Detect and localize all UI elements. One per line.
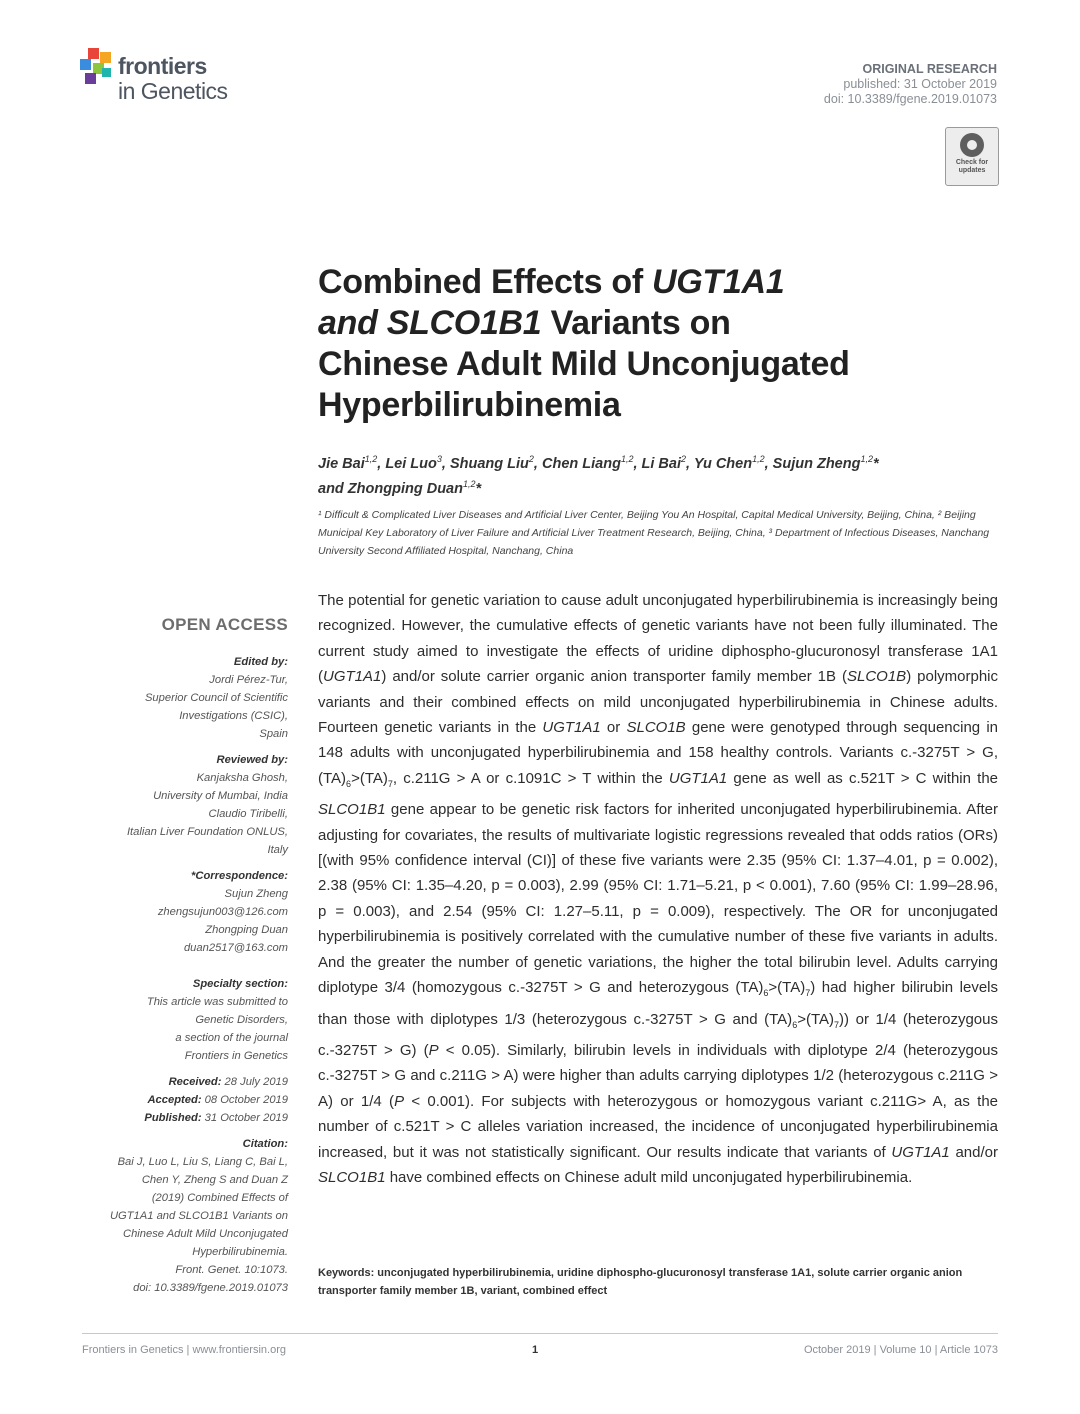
author[interactable]: and Zhongping Duan$^{1,2}$ xyxy=(318,478,476,497)
article-type: ORIGINAL RESEARCH xyxy=(862,62,997,76)
reviewer-line: Kanjaksha Ghosh, xyxy=(196,772,288,784)
citation-block xyxy=(90,1135,288,1297)
journal-logo xyxy=(80,46,250,108)
author[interactable]: Li Bai$^2$ xyxy=(641,454,687,472)
correspondence-email[interactable]: zhengsujun003@126.com xyxy=(157,906,288,918)
received-date: Received: 28 July 2019 xyxy=(168,1076,288,1088)
correspondence-name: Zhongping Duan xyxy=(205,924,288,936)
specialty-line: a section of the journal xyxy=(175,1032,288,1044)
logo-text-frontiers: frontiers xyxy=(118,53,207,79)
reviewed-by-block xyxy=(90,751,288,859)
reviewer-line: Claudio Tiribelli, xyxy=(208,808,288,820)
editor-line: Investigations (CSIC), xyxy=(179,710,288,722)
citation-line: Chen Y, Zheng S and Duan Z xyxy=(141,1174,288,1186)
citation-line: Front. Genet. 10:1073. xyxy=(175,1264,288,1276)
citation-line: UGT1A1 and SLCO1B1 Variants on xyxy=(109,1210,288,1222)
citation-line: Bai J, Luo L, Liu S, Liang C, Bai L, xyxy=(117,1156,288,1168)
citation-line: Chinese Adult Mild Unconjugated xyxy=(122,1228,288,1240)
citation-doi[interactable]: doi: 10.3389/fgene.2019.01073 xyxy=(133,1282,288,1294)
reviewer-line: Italy xyxy=(267,844,288,856)
editor-line: Jordi Pérez-Tur, xyxy=(209,674,288,686)
article-title: Combined Effects of UGT1A1 and SLCO1B1 Variants on Chinese Adult Mild Unconjugated Hyperbilirubinemia xyxy=(318,263,850,424)
published-date: published: 31 October 2019 xyxy=(843,77,997,91)
accepted-date: Accepted: 08 October 2019 xyxy=(147,1094,288,1106)
correspondence-email[interactable]: duan2517@163.com xyxy=(183,942,288,954)
editor-line: Superior Council of Scientific xyxy=(144,692,288,704)
published-date-side: Published: 31 October 2019 xyxy=(144,1112,288,1124)
check-for-updates-button[interactable] xyxy=(945,127,999,186)
reviewed-by-label: Reviewed by: xyxy=(216,754,288,766)
author[interactable]: Jie Bai$^{1,2}$ xyxy=(318,454,378,472)
check-updates-label: Check for updates xyxy=(955,159,989,174)
reviewer-line: University of Mumbai, India xyxy=(153,790,288,802)
citation-label: Citation: xyxy=(242,1138,288,1150)
affiliations: ¹ Difficult & Complicated Liver Diseases and Artificial Liver Center, Beijing You An Hospital, Capital Medical University, Beijing, China, ² Beijing Municipal Key Laboratory of Liver Failure and Artificial Liver Treatment Research, Beijing, China, ³ Department of Infectious Diseases, Nanchang University Second Affiliated Hospital, Nanchang, China xyxy=(318,509,990,557)
citation-line: (2019) Combined Effects of xyxy=(151,1192,288,1204)
specialty-section-label: Specialty section: xyxy=(192,978,288,990)
author-list: Jie Bai$^{1,2}$, Lei Luo$^3$, Shuang Liu$^2$, Chen Liang$^{1,2}$, Li Bai$^2$, Yu Chen$^{1,2}$, Sujun Zheng$^{1,2}$* and Zhongping Duan$^{1,2}$* xyxy=(318,454,879,497)
author[interactable]: Shuang Liu$^2$ xyxy=(449,454,534,472)
citation-line: Hyperbilirubinemia. xyxy=(192,1246,288,1258)
doi[interactable]: doi: 10.3389/fgene.2019.01073 xyxy=(823,92,997,106)
check-updates-icon xyxy=(960,133,984,157)
correspondence-label: *Correspondence: xyxy=(191,870,288,882)
correspondence-name: Sujun Zheng xyxy=(224,888,288,900)
edited-by-label: Edited by: xyxy=(233,656,288,668)
correspondence-block xyxy=(90,867,288,957)
author[interactable]: Lei Luo$^3$ xyxy=(385,454,442,472)
dates-block xyxy=(90,1073,288,1127)
specialty-line: This article was submitted to xyxy=(146,996,288,1008)
page-number: 1 xyxy=(532,1344,539,1356)
frontiers-logo-icon xyxy=(80,48,116,88)
edited-by-block xyxy=(90,653,288,743)
footer-journal-link[interactable]: Frontiers in Genetics | www.frontiersin.org xyxy=(82,1344,286,1356)
specialty-line: Genetic Disorders, xyxy=(195,1014,288,1026)
reviewer-line: Italian Liver Foundation ONLUS, xyxy=(126,826,288,838)
author[interactable]: Yu Chen$^{1,2}$ xyxy=(693,454,765,472)
specialty-section-block xyxy=(90,975,288,1065)
author[interactable]: Chen Liang$^{1,2}$ xyxy=(541,454,634,472)
footer-divider xyxy=(82,1333,998,1334)
keywords: Keywords: unconjugated hyperbilirubinemia, uridine diphospho-glucuronosyl transferase 1A1, solute carrier organic anion transporter family member 1B, variant, combined effect xyxy=(318,1267,963,1297)
abstract-text: The potential for genetic variation to cause adult unconjugated hyperbilirubinemia is increasingly being recognized. However, the cumulative effects of genetic variants have not been fully illuminated. The current study aimed to investigate the effects of uridine diphospho-glucuronosyl transferase 1A1 (UGT1A1) and/or solute carrier organic anion transporter family member 1B (SLCO1B) polymorphic variants and their combined effects on mild unconjugated hyperbilirubinemia in Chinese adults. Fourteen genetic variants in the UGT1A1 or SLCO1B gene were genotyped through sequencing in 148 adults with unconjugated hyperbilirubinemia and 158 healthy controls. Variants c.-3275T > G, $(TA)_6>(TA)_7$, c.211G > A or c.1091C > T within the UGT1A1 gene as well as c.521T > C within the SLCO1B1 gene appear to be genetic risk factors for inherited unconjugated hyperbilirubinemia. After adjusting for covariates, the results of multivariate logistic regressions revealed that odds ratios (ORs) [(with 95% confidence interval (CI)] of these five variants were 2.35 (95% CI: 1.37–4.01, p = 0.002), 2.38 (95% CI: 1.35–4.20, p = 0.003), 2.99 (95% CI: 1.71–5.21, p < 0.001), 7.60 (95% CI: 1.99–28.96, p = 0.003), and 2.54 (95% CI: 1.27–5.11, p = 0.009), respectively. The OR for unconjugated hyperbilirubinemia is positively correlated with the cumulative number of these five variants in adults. And the greater the number of genetic variations, the higher the total bilirubin level. Adults carrying diplotype 3/4 (homozygous c.-3275T > G and heterozygous $(TA)_6>(TA)_7$) had higher bilirubin levels than those with diplotypes 1/3 (heterozygous c.-3275T > G and $(TA)_6>(TA)_7$)) or 1/4 (heterozygous c.-3275T > G) (P < 0.05). Similarly, bilirubin levels in individuals with diplotype 2/4 (heterozygous c.-3275T > G and c.211G > A) were higher than adults carrying diplotypes 1/2 (heterozygous c.211G > A) or 1/4 (P < 0.001). For subjects with heterozygous or homozygous variant c.211G> A, as the number of c.521T > C alleles variation increased, the incidence of unconjugated hyperbilirubinemia increased, but it was not statistically significant. Our results indicate that variants of UGT1A1 and/or SLCO1B1 have combined effects on Chinese adult mild unconjugated hyperbilirubinemia. xyxy=(318,592,999,1186)
specialty-line: Frontiers in Genetics xyxy=(184,1050,288,1062)
logo-text-journal: in Genetics xyxy=(118,78,228,104)
article-meta xyxy=(824,62,997,107)
editor-line: Spain xyxy=(259,728,288,740)
author[interactable]: Sujun Zheng$^{1,2}$ xyxy=(772,454,873,472)
open-access-label: OPEN ACCESS xyxy=(161,615,288,634)
footer-volume-info: October 2019 | Volume 10 | Article 1073 xyxy=(803,1344,998,1356)
